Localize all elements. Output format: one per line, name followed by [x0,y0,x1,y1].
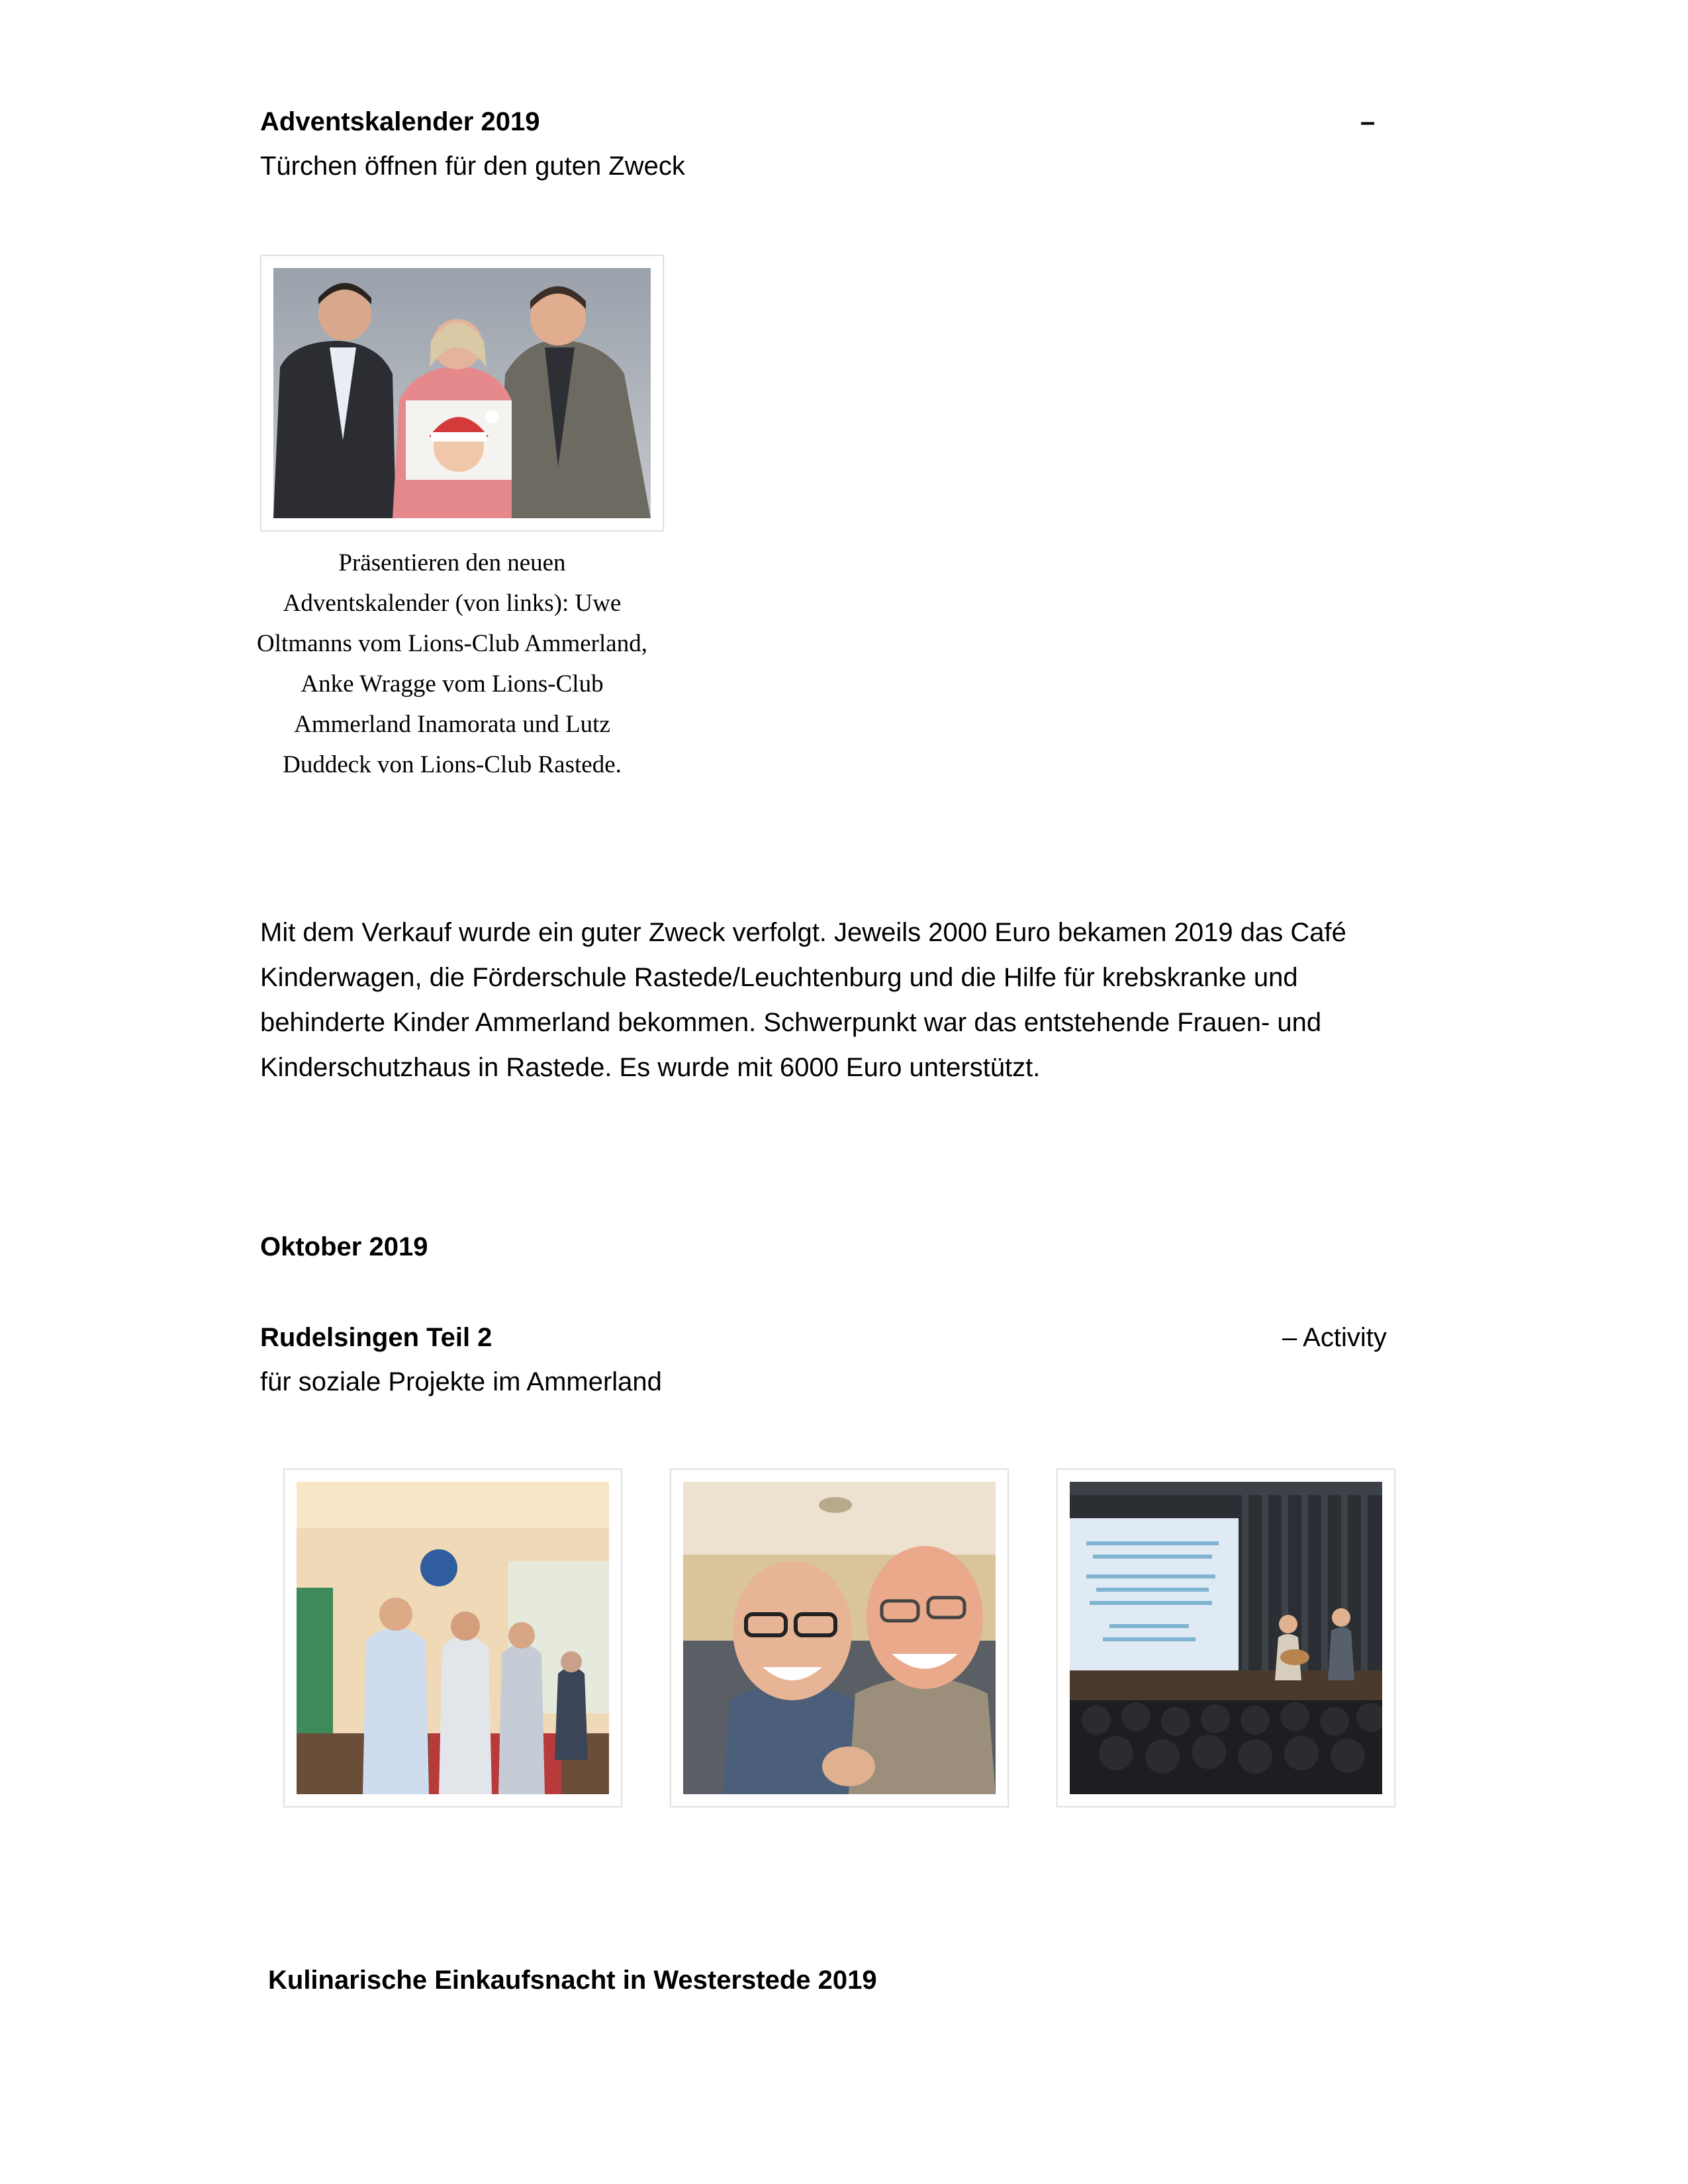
rudelsingen-subtitle: für soziale Projekte im Ammerland [260,1367,662,1396]
october-heading: Oktober 2019 [260,1232,428,1261]
advent-subtitle: Türchen öffnen für den guten Zweck [260,152,685,181]
rudelsingen-photo-3 [1070,1482,1382,1794]
advent-photo [273,268,651,518]
rudelsingen-photo-1 [297,1482,609,1794]
rudelsingen-tag: – Activity [1282,1323,1387,1352]
rudelsingen-title: Rudelsingen Teil 2 [260,1323,492,1352]
rudelsingen-photo-3-frame [1056,1469,1395,1807]
advent-title: Adventskalender 2019 [260,107,540,136]
rudelsingen-photo-1-frame [283,1469,622,1807]
advent-dash: – [1360,107,1376,136]
advent-photo-frame [260,255,664,531]
advent-paragraph: Mit dem Verkauf wurde ein guter Zweck verfolgt. Jeweils 2000 Euro bekamen 2019 das Café Kinderwagen, die Förderschule Rastede/Leuchtenburg und die Hilfe für krebskranke und behinderte Kinder Ammerland bekommen. Schwerpunkt war das entstehende Frauen- und Kinderschutzhaus in Rastede. Es wurde mit 6000 Euro unterstützt. [260,918,1346,1082]
kulinarische-title: Kulinarische Einkaufsnacht in Westerstede 2019 [268,1966,877,1995]
advent-photo-caption: Präsentieren den neuen Adventskalender (von links): Uwe Oltmanns vom Lions-Club Ammerland, Anke Wragge vom Lions-Club Ammerland Inamorata und Lutz Duddeck von Lions-Club Rastede. [257,549,647,778]
rudelsingen-photo-2 [683,1482,996,1794]
rudelsingen-photo-2-frame [670,1469,1009,1807]
